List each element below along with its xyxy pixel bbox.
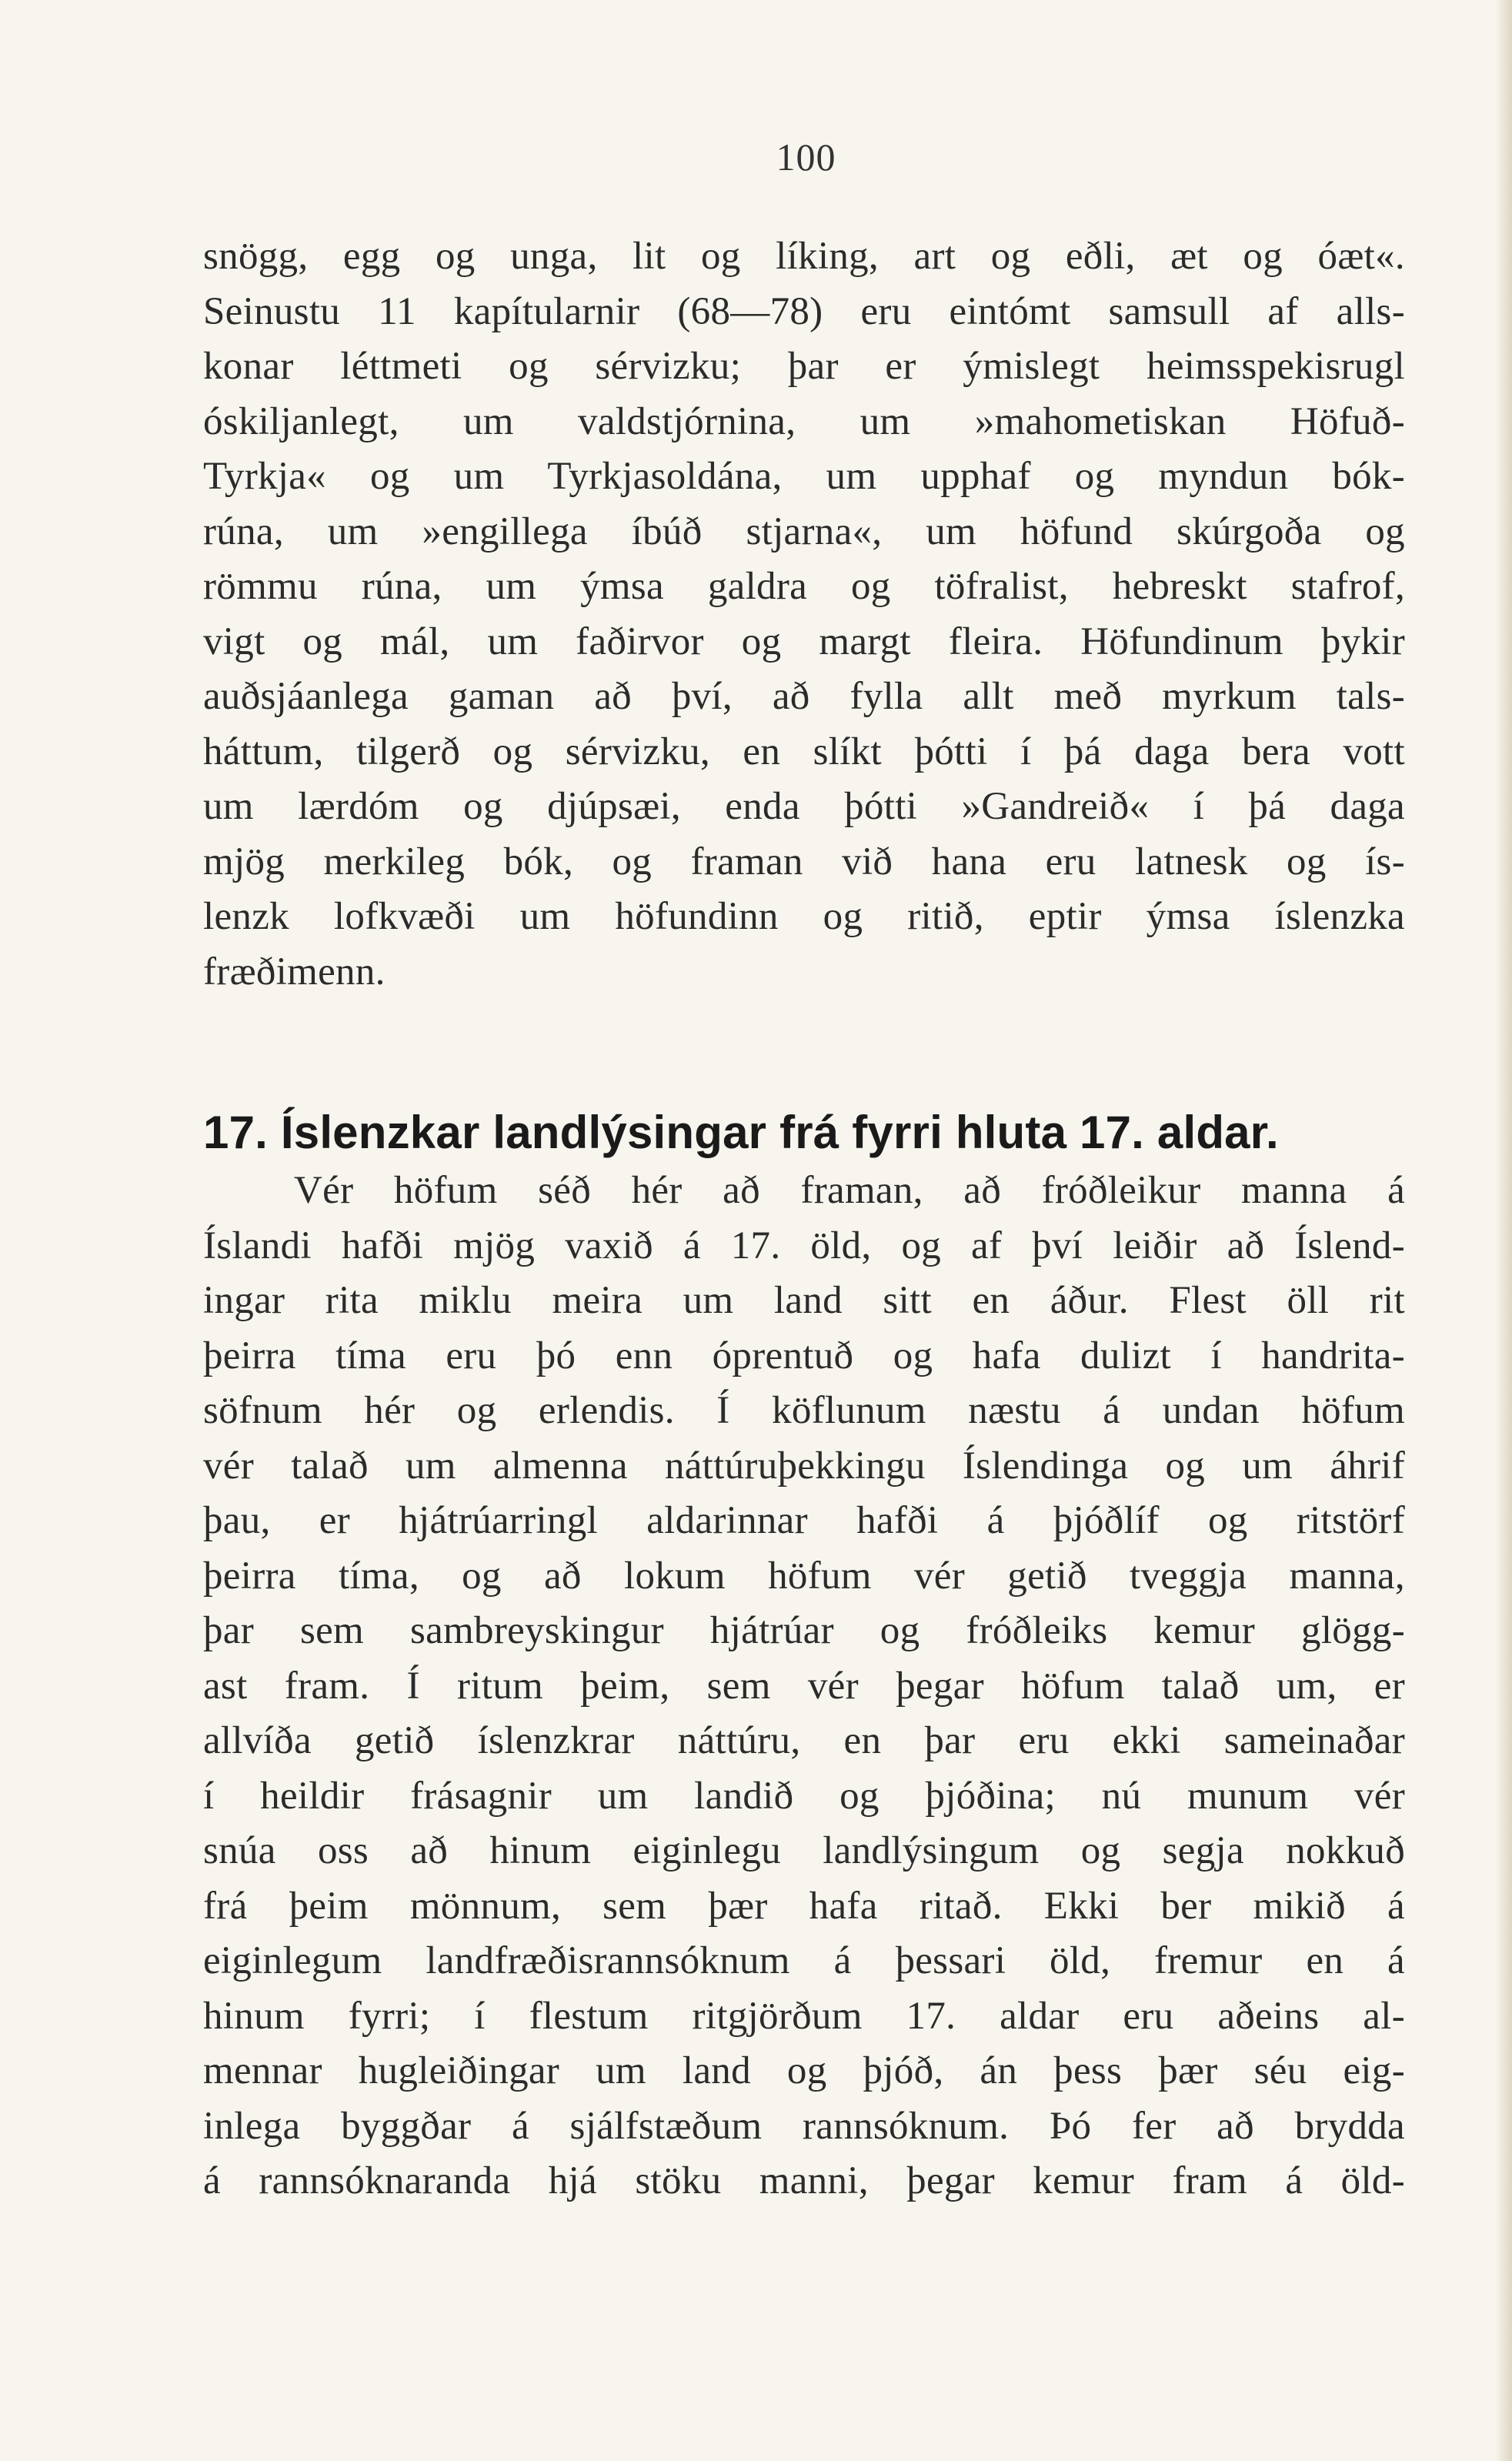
text-line: lenzk lofkvæði um höfundinn og ritið, eptir ýmsa íslenzka: [203, 895, 1405, 938]
text-line: söfnum hér og erlendis. Í köflunum næstu á undan höfum: [203, 1389, 1405, 1432]
text-line: römmu rúna, um ýmsa galdra og töfralist, hebreskt stafrof,: [203, 565, 1405, 608]
text-line: háttum, tilgerð og sérvizku, en slíkt þótti í þá daga bera vott: [203, 730, 1405, 773]
text-line: rúna, um »engillega íbúð stjarna«, um höfund skúrgoða og: [203, 509, 1405, 553]
text-line: inlega byggðar á sjálfstæðum rannsóknum. Þó fer að brydda: [203, 2104, 1405, 2148]
text-line: fræðimenn.: [203, 950, 386, 993]
text-line: Seinustu 11 kapítularnir (68—78) eru eintómt samsull af alls-: [203, 289, 1405, 333]
text-line: frá þeim mönnum, sem þær hafa ritað. Ekki ber mikið á: [203, 1884, 1405, 1928]
text-line: allvíða getið íslenzkrar náttúru, en þar eru ekki sameinaðar: [203, 1719, 1405, 1762]
text-line: Tyrkja« og um Tyrkjasoldána, um upphaf og myndun bók-: [203, 455, 1405, 498]
section-heading: 17. Íslenzkar landlýsingar frá fyrri hluta 17. aldar.: [203, 1107, 1279, 1158]
text-line: hinum fyrri; í flestum ritgjörðum 17. aldar eru aðeins al-: [203, 1994, 1405, 2038]
text-line: vér talað um almenna náttúruþekkingu Íslendinga og um áhrif: [203, 1444, 1405, 1488]
text-line: ingar rita miklu meira um land sitt en áður. Flest öll rit: [203, 1279, 1405, 1322]
text-line: þeirra tíma, og að lokum höfum vér getið tveggja manna,: [203, 1554, 1405, 1598]
text-line: Vér höfum séð hér að framan, að fróðleikur manna á: [294, 1169, 1405, 1212]
text-line: snúa oss að hinum eiginlegu landlýsingum og segja nokkuð: [203, 1829, 1405, 1872]
text-line: í heildir frásagnir um landið og þjóðina; nú munum vér: [203, 1774, 1405, 1818]
text-line: mjög merkileg bók, og framan við hana eru latnesk og ís-: [203, 840, 1405, 883]
text-line: þar sem sambreyskingur hjátrúar og fróðleiks kemur glögg-: [203, 1609, 1405, 1652]
paragraph-1: [203, 229, 1405, 1000]
page-number: 100: [776, 135, 836, 179]
text-line: vigt og mál, um faðirvor og margt fleira. Höfundinum þykir: [203, 619, 1405, 663]
page-edge-shadow: [1495, 0, 1512, 2461]
text-line: á rannsóknaranda hjá stöku manni, þegar kemur fram á öld-: [203, 2159, 1405, 2202]
text-line: þau, er hjátrúarringl aldarinnar hafði á þjóðlíf og ritstörf: [203, 1499, 1405, 1542]
text-line: um lærdóm og djúpsæi, enda þótti »Gandreið« í þá daga: [203, 785, 1405, 828]
text-line: auðsjáanlega gaman að því, að fylla allt með myrkum tals-: [203, 675, 1405, 718]
text-line: snögg, egg og unga, lit og líking, art og eðli, æt og óæt«.: [203, 235, 1405, 278]
text-line: mennar hugleiðingar um land og þjóð, án þess þær séu eig-: [203, 2049, 1405, 2092]
text-line: þeirra tíma eru þó enn óprentuð og hafa dulizt í handrita-: [203, 1334, 1405, 1377]
text-line: ast fram. Í ritum þeim, sem vér þegar höfum talað um, er: [203, 1664, 1405, 1708]
text-line: óskiljanlegt, um valdstjórnina, um »mahometiskan Höfuð-: [203, 399, 1405, 443]
text-line: Íslandi hafði mjög vaxið á 17. öld, og af því leiðir að Íslend-: [203, 1224, 1405, 1267]
text-line: eiginlegum landfræðisrannsóknum á þessari öld, fremur en á: [203, 1939, 1405, 1982]
paragraph-2: [203, 1164, 1405, 2209]
text-line: konar léttmeti og sérvizku; þar er ýmislegt heimsspekisrugl: [203, 345, 1405, 388]
